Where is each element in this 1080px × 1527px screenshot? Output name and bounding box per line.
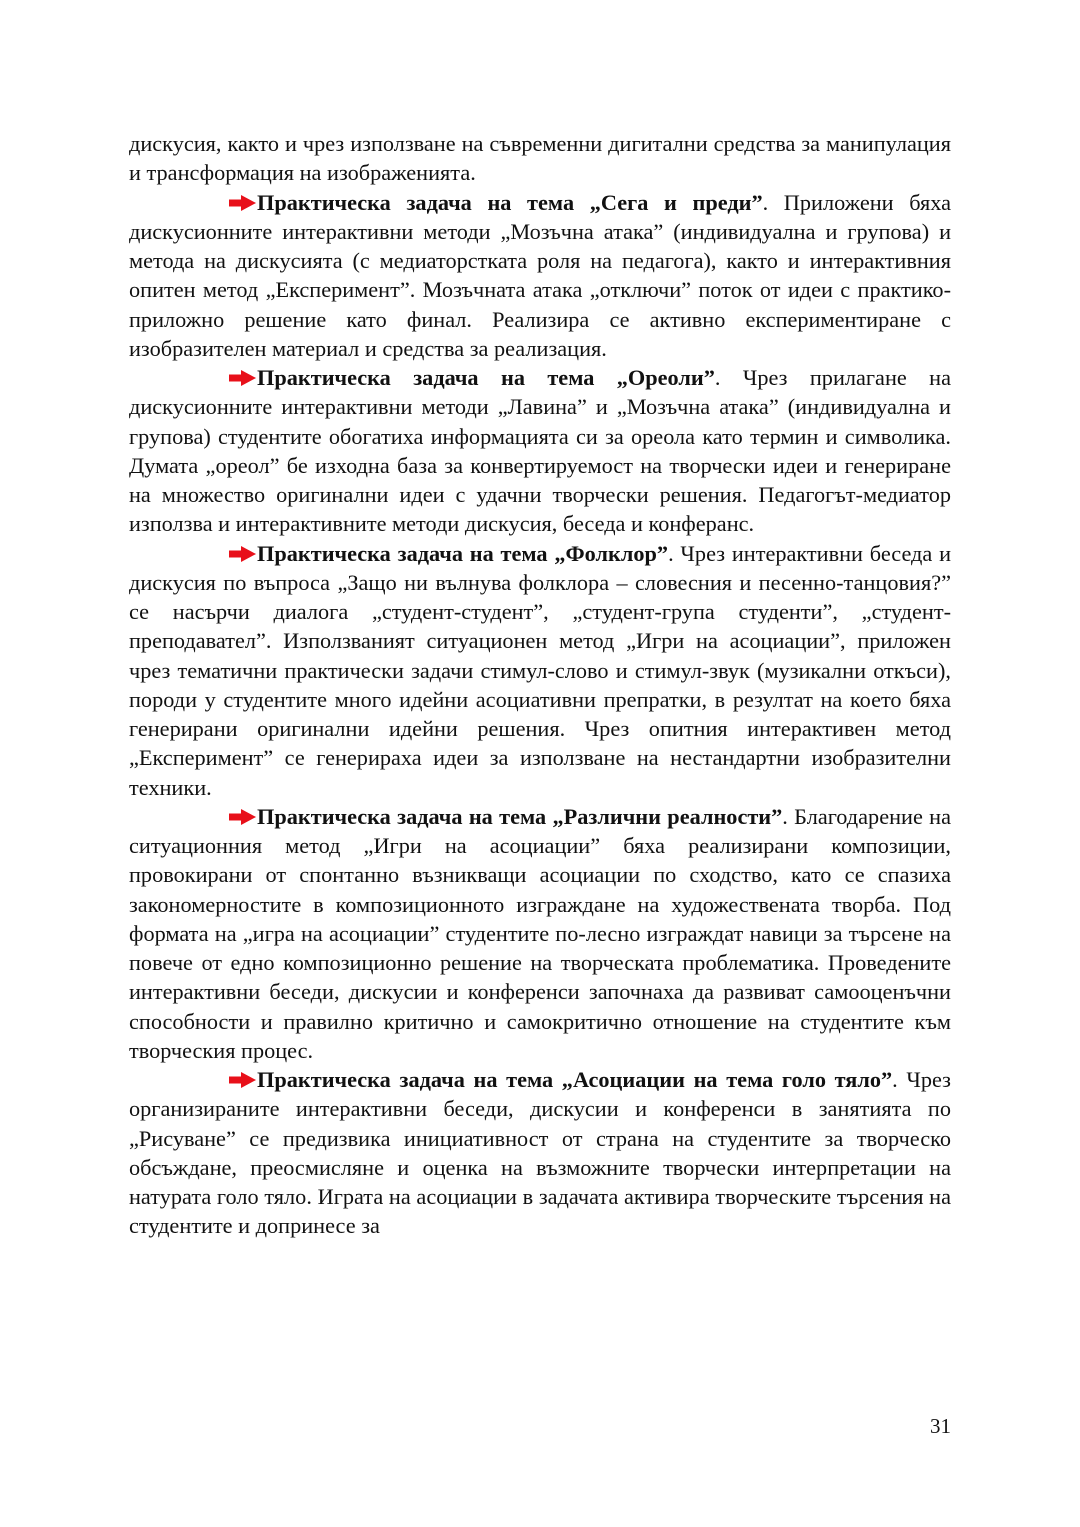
- task-text: . Чрез интерактивни беседа и дискусия по въпроса „Защо ни вълнува фолклора – словесния и песенно-танцовия?” се насърчи диалога „студент-студент”, „студент-група студенти”, „студент-преподавател”. Използваният ситуационен метод „Игри на асоциации”, приложен чрез тематични практически задачи стимул-слово и стимул-звук (музикални откъси), породи у студентите много идейни асоциативни препратки, в резултат на което бяха генерирани оригинални идейни решения. Чрез опитния интерактивен метод „Експеримент” се генерираха идеи за използване на нестандартни изобразителни техники.: [129, 540, 951, 800]
- task-paragraph-oreoli: [129, 363, 951, 539]
- task-text: . Приложени бяха дискусионните интерактивни методи „Мозъчна атака” (индивидуална и групова) и метода на дискусията (с медиаторстката роля на педагога), както и интерактивния опитен метод „Експеримент”. Мозъчната атака „отключи” поток от идеи с практико-приложно решение като финал. Реализира се активно експериментиране с изобразителен материал и средства за реализация.: [129, 189, 951, 361]
- task-title: Практическа задача на тема „Асоциации на тема голо тяло”: [257, 1067, 893, 1092]
- task-title: Практическа задача на тема „Ореоли”: [257, 365, 715, 390]
- task-text: . Чрез организираните интерактивни беседи, дискусии и конференси в занятията по „Рисуване” се предизвика инициативност от страна на студентите за творческо обсъждане, преосмисляне и оценка на възможните творчески интерпретации на натурата голо тяло. Играта на асоциации в задачата активира творческите търсения на студентите и допринесе за: [129, 1067, 951, 1239]
- task-text: . Благодарение на ситуационния метод „Игри на асоциации” бяха реализирани композиции, провокирани от спонтанно възникващи асоциации по сходство, като се спазиха закономерностите в композиционното изграждане на художествената творба. Под формата на „игра на асоциации” студентите по-лесно изграждат навици за търсене на повече от едно композиционно решение на творческата проблематика. Проведените интерактивни беседи, дискусии и конференси започнаха да развиват самооценъчни способности и правилно критично и самокритично отношение на студентите към творческия процес.: [129, 803, 952, 1063]
- task-title: Практическа задача на тема „Фолклор”: [257, 540, 669, 566]
- task-title: Практическа задача на тема „Сега и преди”: [257, 189, 763, 215]
- page-number: 31: [930, 1414, 951, 1438]
- task-paragraph-folklor: [129, 539, 951, 802]
- document-body: [129, 129, 951, 1241]
- red-arrow-icon: [229, 546, 256, 562]
- task-text: . Чрез прилагане на дискусионните интерактивни методи „Лавина” и „Мозъчна атака” (индивидуална и групова) студентите обогатиха информацията си за ореола като термин и символика. Думата „ореол” бе изходна база за конвертируемост на творчески идеи и генериране на множество оригинални идеи с удачни творчески решения. Педагогът-медиатор използва и интерактивните методи дискусия, беседа и конферанс.: [129, 365, 951, 537]
- red-arrow-icon: [229, 809, 256, 825]
- red-arrow-icon: [229, 370, 256, 386]
- intro-paragraph: дискусия, както и чрез използване на съвременни дигитални средства за манипулация и трансформация на изображенията.: [129, 131, 951, 186]
- task-title: Практическа задача на тема „Различни реалности”: [257, 803, 783, 829]
- red-arrow-icon: [229, 1072, 256, 1088]
- task-paragraph-razlichni-realnosti: [129, 802, 951, 1065]
- task-paragraph-asociacii-golo-tyalo: [129, 1065, 951, 1241]
- task-paragraph-sega-i-predi: [129, 188, 951, 364]
- red-arrow-icon: [229, 195, 256, 211]
